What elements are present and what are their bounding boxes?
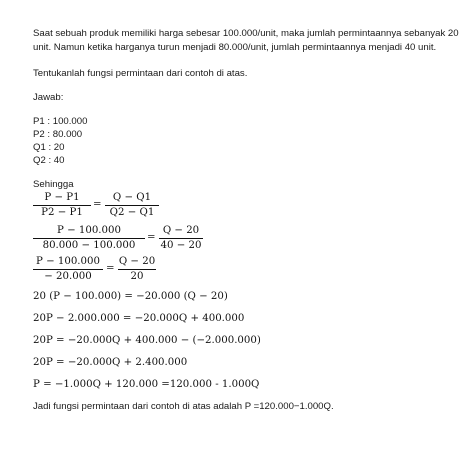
eq2-rhs-denominator: 40 − 20 — [160, 240, 202, 251]
eq1-equals: = — [93, 199, 102, 210]
eq1-rhs-fraction — [105, 192, 159, 219]
intro-line-2: unit. Namun ketika harganya turun menjadi 80.000/unit, jumlah permintaannya menjadi 40 unit. — [33, 42, 437, 53]
eq3-rhs-denominator: 20 — [130, 271, 144, 282]
eq3-lhs-fraction — [33, 256, 103, 283]
given-q2: Q2 : 40 — [33, 155, 65, 166]
given-p2: P2 : 80.000 — [33, 129, 83, 140]
eq1-rhs-denominator: Q2 − Q1 — [109, 207, 155, 218]
eq2-rhs-fraction — [159, 225, 203, 252]
sehingga-label: Sehingga — [33, 179, 74, 190]
eq3-rhs-numerator: Q − 20 — [118, 256, 156, 267]
equation-6: 20P = −20.000Q + 400.000 − (−2.000.000) — [33, 335, 261, 346]
equation-4: 20 (P − 100.000) = −20.000 (Q − 20) — [33, 291, 228, 302]
eq1-lhs-numerator: P − P1 — [44, 192, 80, 203]
given-p1: P1 : 100.000 — [33, 116, 88, 127]
eq3-lhs-numerator: P − 100.000 — [36, 256, 100, 267]
eq1-rhs-numerator: Q − Q1 — [112, 192, 152, 203]
eq2-lhs-denominator: 80.000 − 100.000 — [42, 240, 136, 251]
question-text: Tentukanlah fungsi permintaan dari contoh di atas. — [33, 68, 248, 79]
given-q1: Q1 : 20 — [33, 142, 65, 153]
eq3-lhs-denominator: − 20.000 — [44, 271, 92, 282]
equation-7: 20P = −20.000Q + 2.400.000 — [33, 357, 188, 368]
eq3-equals: = — [106, 263, 115, 274]
eq2-rhs-numerator: Q − 20 — [162, 225, 200, 236]
eq1-lhs-denominator: P2 − P1 — [41, 207, 83, 218]
eq1-lhs-fraction — [33, 192, 91, 219]
equation-5: 20P − 2.000.000 = −20.000Q + 400.000 — [33, 313, 245, 324]
conclusion-text: Jadi fungsi permintaan dari contoh di atas adalah P =120.000−1.000Q. — [33, 401, 334, 412]
eq2-lhs-numerator: P − 100.000 — [57, 225, 121, 236]
eq2-equals: = — [147, 232, 156, 243]
answer-label: Jawab: — [33, 92, 64, 103]
eq2-lhs-fraction — [33, 225, 145, 252]
equation-8: P = −1.000Q + 120.000 =120.000 - 1.000Q — [33, 379, 260, 390]
intro-line-1: Saat sebuah produk memiliki harga sebesar 100.000/unit, maka jumlah permintaannya sebanyak 20 — [33, 28, 459, 39]
eq3-rhs-fraction — [118, 256, 156, 283]
